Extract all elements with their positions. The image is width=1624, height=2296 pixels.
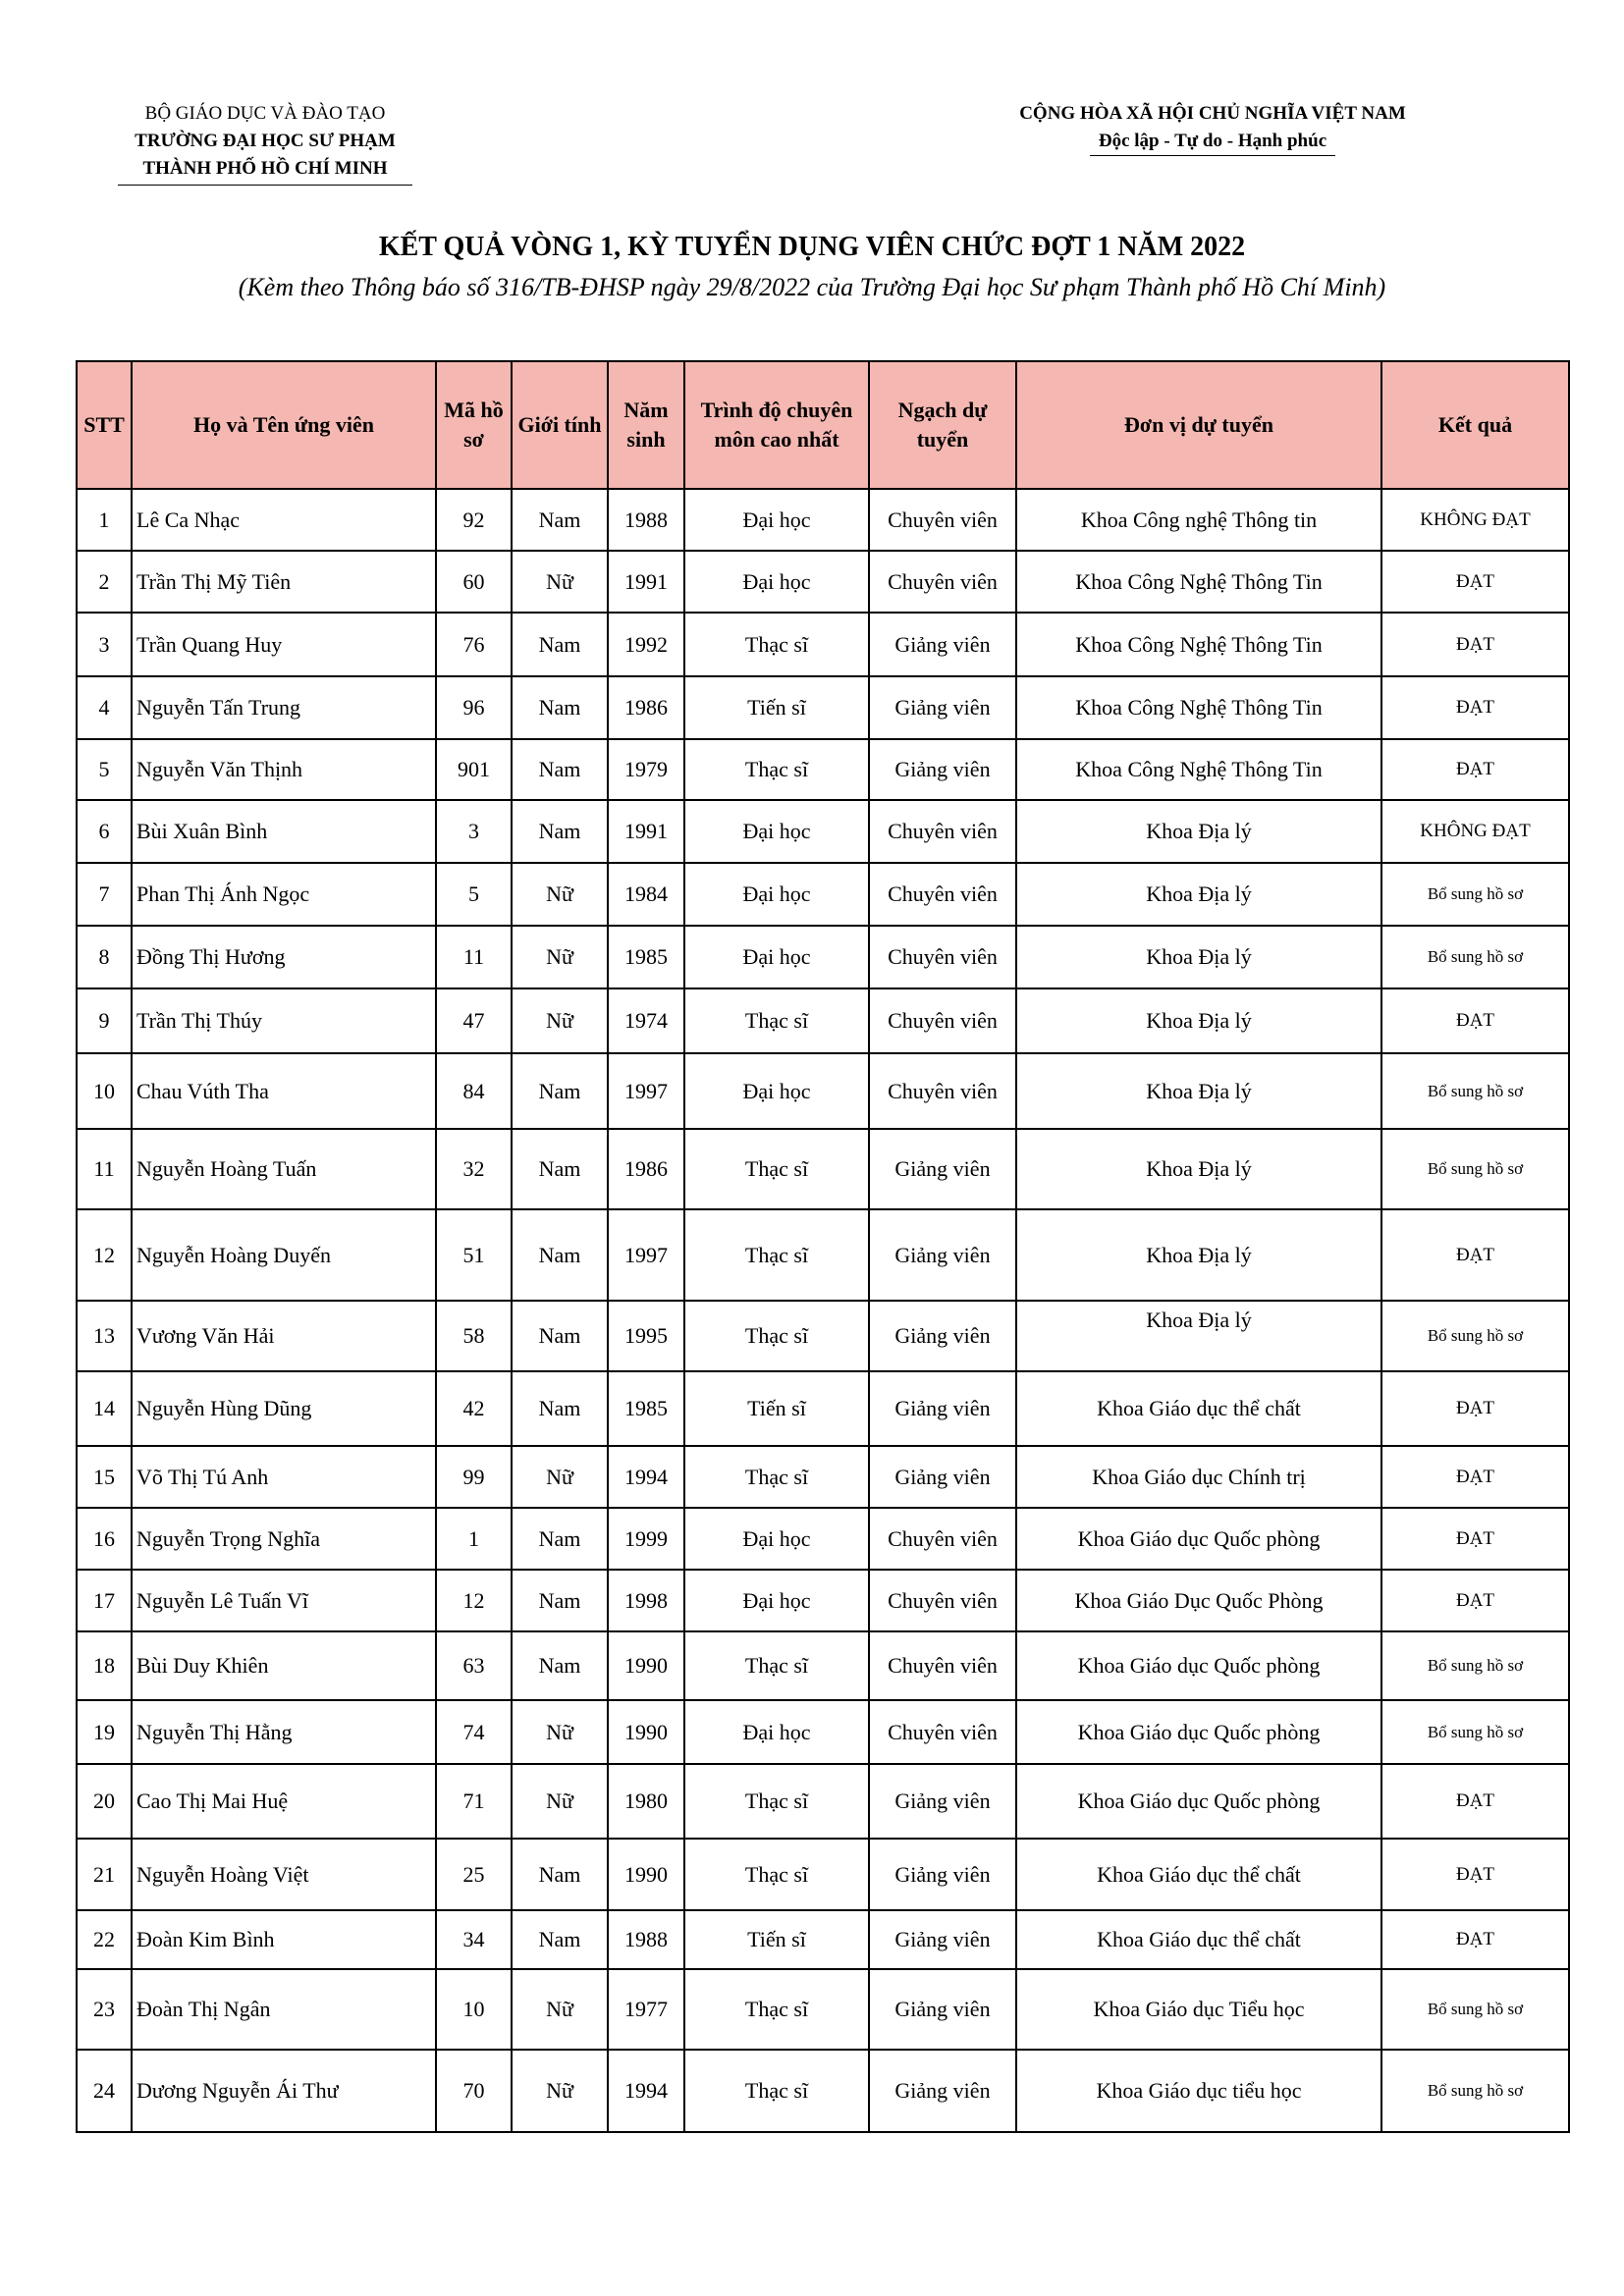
file-code: 12 <box>436 1570 512 1631</box>
gender: Nam <box>512 489 608 551</box>
birth-year: 1994 <box>608 2050 684 2132</box>
rank: Chuyên viên <box>869 1053 1016 1129</box>
table-row <box>77 676 1569 739</box>
table-row <box>77 1910 1569 1969</box>
table-header-row <box>77 361 1569 489</box>
file-code: 51 <box>436 1209 512 1301</box>
table-row <box>77 1446 1569 1508</box>
recruiting-unit: Khoa Công Nghệ Thông Tin <box>1016 676 1381 739</box>
row-stt: 8 <box>77 926 132 988</box>
table-row <box>77 1969 1569 2050</box>
candidate-name: Trần Thị Mỹ Tiên <box>132 551 436 613</box>
rank: Chuyên viên <box>869 988 1016 1053</box>
degree: Thạc sĩ <box>684 1301 869 1371</box>
file-code: 901 <box>436 739 512 800</box>
birth-year: 1980 <box>608 1764 684 1839</box>
file-code: 99 <box>436 1446 512 1508</box>
gender: Nam <box>512 1631 608 1700</box>
rank: Chuyên viên <box>869 551 1016 613</box>
row-stt: 18 <box>77 1631 132 1700</box>
degree: Đại học <box>684 1053 869 1129</box>
rank: Giảng viên <box>869 1969 1016 2050</box>
birth-year: 1986 <box>608 1129 684 1209</box>
file-code: 42 <box>436 1371 512 1446</box>
degree: Thạc sĩ <box>684 988 869 1053</box>
country-name: CỘNG HÒA XÃ HỘI CHỦ NGHĨA VIỆT NAM <box>1019 103 1406 124</box>
recruiting-unit: Khoa Giáo dục Quốc phòng <box>1016 1764 1381 1839</box>
recruiting-unit: Khoa Địa lý <box>1016 1209 1381 1301</box>
gender: Nam <box>512 1839 608 1910</box>
birth-year: 1998 <box>608 1570 684 1631</box>
result-status: Bổ sung hồ sơ <box>1381 1129 1569 1209</box>
result-status: Bổ sung hồ sơ <box>1381 1053 1569 1129</box>
row-stt: 11 <box>77 1129 132 1209</box>
degree: Thạc sĩ <box>684 1839 869 1910</box>
degree: Đại học <box>684 1508 869 1570</box>
rank: Giảng viên <box>869 1301 1016 1371</box>
rank: Giảng viên <box>869 1764 1016 1839</box>
table-row <box>77 1053 1569 1129</box>
degree: Thạc sĩ <box>684 1969 869 2050</box>
candidate-name: Bùi Xuân Bình <box>132 800 436 863</box>
recruiting-unit <box>1016 1301 1381 1371</box>
recruiting-unit: Khoa Công nghệ Thông tin <box>1016 489 1381 551</box>
result-status: ĐẠT <box>1381 613 1569 676</box>
gender: Nam <box>512 1301 608 1371</box>
recruiting-unit: Khoa Công Nghệ Thông Tin <box>1016 613 1381 676</box>
table-row <box>77 926 1569 988</box>
candidate-name: Nguyễn Thị Hằng <box>132 1700 436 1764</box>
degree: Đại học <box>684 1570 869 1631</box>
candidate-name: Nguyễn Tấn Trung <box>132 676 436 739</box>
birth-year: 1977 <box>608 1969 684 2050</box>
table-row <box>77 1301 1569 1371</box>
result-status: Bổ sung hồ sơ <box>1381 1700 1569 1764</box>
rank: Giảng viên <box>869 1129 1016 1209</box>
recruiting-unit: Khoa Địa lý <box>1016 988 1381 1053</box>
row-stt: 17 <box>77 1570 132 1631</box>
rank: Giảng viên <box>869 1371 1016 1446</box>
row-stt: 14 <box>77 1371 132 1446</box>
recruiting-unit: Khoa Giáo dục tiểu học <box>1016 2050 1381 2132</box>
row-stt: 23 <box>77 1969 132 2050</box>
gender: Nữ <box>512 863 608 926</box>
row-stt: 3 <box>77 613 132 676</box>
candidate-name: Nguyễn Trọng Nghĩa <box>132 1508 436 1570</box>
row-stt: 2 <box>77 551 132 613</box>
document-title: KẾT QUẢ VÒNG 1, KỲ TUYỂN DỤNG VIÊN CHỨC ĐỢT 1 NĂM 2022 <box>378 232 1246 262</box>
row-stt: 7 <box>77 863 132 926</box>
degree: Thạc sĩ <box>684 613 869 676</box>
candidate-name: Nguyễn Hoàng Việt <box>132 1839 436 1910</box>
gender: Nam <box>512 739 608 800</box>
birth-year: 1991 <box>608 800 684 863</box>
candidate-name: Vương Văn Hải <box>132 1301 436 1371</box>
result-status: Bổ sung hồ sơ <box>1381 926 1569 988</box>
file-code: 32 <box>436 1129 512 1209</box>
gender: Nữ <box>512 1700 608 1764</box>
col-header-degree: Trình độ chuyên môn cao nhất <box>684 361 869 489</box>
candidate-name: Nguyễn Hoàng Duyến <box>132 1209 436 1301</box>
result-status: ĐẠT <box>1381 1508 1569 1570</box>
recruiting-unit: Khoa Địa lý <box>1016 1053 1381 1129</box>
result-status: ĐẠT <box>1381 551 1569 613</box>
file-code: 47 <box>436 988 512 1053</box>
national-motto: Độc lập - Tự do - Hạnh phúc <box>1098 131 1327 151</box>
recruiting-unit-text: Khoa Địa lý <box>1146 1308 1252 1332</box>
recruiting-unit: Khoa Công Nghệ Thông Tin <box>1016 551 1381 613</box>
candidate-name: Cao Thị Mai Huệ <box>132 1764 436 1839</box>
birth-year: 1988 <box>608 489 684 551</box>
result-status: Bổ sung hồ sơ <box>1381 1969 1569 2050</box>
birth-year: 1990 <box>608 1700 684 1764</box>
file-code: 76 <box>436 613 512 676</box>
table-row <box>77 800 1569 863</box>
header-right <box>957 100 1468 156</box>
file-code: 34 <box>436 1910 512 1969</box>
degree: Thạc sĩ <box>684 739 869 800</box>
col-header-stt: STT <box>77 361 132 489</box>
file-code: 92 <box>436 489 512 551</box>
rank: Chuyên viên <box>869 1508 1016 1570</box>
gender: Nam <box>512 1209 608 1301</box>
result-status: ĐẠT <box>1381 988 1569 1053</box>
table-row <box>77 1839 1569 1910</box>
gender: Nữ <box>512 926 608 988</box>
gender: Nam <box>512 676 608 739</box>
degree: Thạc sĩ <box>684 1446 869 1508</box>
rank: Giảng viên <box>869 739 1016 800</box>
rank: Giảng viên <box>869 1209 1016 1301</box>
degree: Đại học <box>684 551 869 613</box>
birth-year: 1995 <box>608 1301 684 1371</box>
col-header-year: Năm sinh <box>608 361 684 489</box>
gender: Nữ <box>512 1446 608 1508</box>
gender: Nữ <box>512 551 608 613</box>
candidate-name: Phan Thị Ánh Ngọc <box>132 863 436 926</box>
table-row <box>77 863 1569 926</box>
candidate-name: Nguyễn Văn Thịnh <box>132 739 436 800</box>
gender: Nam <box>512 1371 608 1446</box>
gender: Nam <box>512 613 608 676</box>
row-stt: 21 <box>77 1839 132 1910</box>
recruiting-unit: Khoa Địa lý <box>1016 863 1381 926</box>
result-status: ĐẠT <box>1381 676 1569 739</box>
recruiting-unit: Khoa Giáo dục thể chất <box>1016 1910 1381 1969</box>
row-stt: 5 <box>77 739 132 800</box>
table-row <box>77 613 1569 676</box>
file-code: 11 <box>436 926 512 988</box>
candidate-name: Võ Thị Tú Anh <box>132 1446 436 1508</box>
recruiting-unit: Khoa Địa lý <box>1016 926 1381 988</box>
degree: Đại học <box>684 863 869 926</box>
recruiting-unit: Khoa Giáo dục Tiểu học <box>1016 1969 1381 2050</box>
birth-year: 1985 <box>608 1371 684 1446</box>
candidate-name: Trần Thị Thúy <box>132 988 436 1053</box>
rank: Chuyên viên <box>869 863 1016 926</box>
table-row <box>77 489 1569 551</box>
row-stt: 6 <box>77 800 132 863</box>
degree: Đại học <box>684 1700 869 1764</box>
row-stt: 1 <box>77 489 132 551</box>
file-code: 63 <box>436 1631 512 1700</box>
recruiting-unit: Khoa Giáo dục thể chất <box>1016 1371 1381 1446</box>
recruiting-unit: Khoa Địa lý <box>1016 800 1381 863</box>
result-status: KHÔNG ĐẠT <box>1381 489 1569 551</box>
gender: Nam <box>512 1910 608 1969</box>
file-code: 25 <box>436 1839 512 1910</box>
recruiting-unit: Khoa Giáo dục Chính trị <box>1016 1446 1381 1508</box>
row-stt: 12 <box>77 1209 132 1301</box>
candidate-name: Bùi Duy Khiên <box>132 1631 436 1700</box>
candidate-name: Chau Vúth Tha <box>132 1053 436 1129</box>
rank: Giảng viên <box>869 676 1016 739</box>
degree: Thạc sĩ <box>684 1631 869 1700</box>
gender: Nam <box>512 1508 608 1570</box>
gender: Nam <box>512 1570 608 1631</box>
birth-year: 1997 <box>608 1053 684 1129</box>
file-code: 1 <box>436 1508 512 1570</box>
birth-year: 1974 <box>608 988 684 1053</box>
col-header-gender: Giới tính <box>512 361 608 489</box>
candidate-name: Nguyễn Hoàng Tuấn <box>132 1129 436 1209</box>
degree: Đại học <box>684 926 869 988</box>
recruiting-unit: Khoa Giáo dục thể chất <box>1016 1839 1381 1910</box>
table-row <box>77 1700 1569 1764</box>
gender: Nữ <box>512 1764 608 1839</box>
candidate-name: Đoàn Kim Bình <box>132 1910 436 1969</box>
rank: Giảng viên <box>869 2050 1016 2132</box>
result-status: ĐẠT <box>1381 1910 1569 1969</box>
result-status: ĐẠT <box>1381 1570 1569 1631</box>
file-code: 74 <box>436 1700 512 1764</box>
table-row <box>77 739 1569 800</box>
rank: Giảng viên <box>869 1839 1016 1910</box>
file-code: 5 <box>436 863 512 926</box>
file-code: 58 <box>436 1301 512 1371</box>
table-row <box>77 2050 1569 2132</box>
candidate-name: Dương Nguyễn Ái Thư <box>132 2050 436 2132</box>
birth-year: 1991 <box>608 551 684 613</box>
file-code: 70 <box>436 2050 512 2132</box>
row-stt: 19 <box>77 1700 132 1764</box>
result-status: Bổ sung hồ sơ <box>1381 2050 1569 2132</box>
table-row <box>77 988 1569 1053</box>
result-status: KHÔNG ĐẠT <box>1381 800 1569 863</box>
recruiting-unit: Khoa Giáo dục Quốc phòng <box>1016 1700 1381 1764</box>
rank: Giảng viên <box>869 1910 1016 1969</box>
col-header-unit: Đơn vị dự tuyển <box>1016 361 1381 489</box>
birth-year: 1990 <box>608 1839 684 1910</box>
rank: Chuyên viên <box>869 1631 1016 1700</box>
row-stt: 24 <box>77 2050 132 2132</box>
birth-year: 1992 <box>608 613 684 676</box>
row-stt: 15 <box>77 1446 132 1508</box>
university-city: THÀNH PHỐ HỒ CHÍ MINH <box>142 158 388 179</box>
file-code: 10 <box>436 1969 512 2050</box>
degree: Tiến sĩ <box>684 1371 869 1446</box>
birth-year: 1994 <box>608 1446 684 1508</box>
degree: Thạc sĩ <box>684 1764 869 1839</box>
rank: Chuyên viên <box>869 926 1016 988</box>
table-row <box>77 1508 1569 1570</box>
file-code: 3 <box>436 800 512 863</box>
rank: Chuyên viên <box>869 489 1016 551</box>
table-row <box>77 551 1569 613</box>
col-header-code: Mã hồ sơ <box>436 361 512 489</box>
rank: Chuyên viên <box>869 1570 1016 1631</box>
birth-year: 1985 <box>608 926 684 988</box>
candidate-name: Nguyễn Lê Tuấn Vĩ <box>132 1570 436 1631</box>
table-row <box>77 1764 1569 1839</box>
row-stt: 16 <box>77 1508 132 1570</box>
degree: Đại học <box>684 489 869 551</box>
gender: Nam <box>512 800 608 863</box>
result-status: ĐẠT <box>1381 1209 1569 1301</box>
recruiting-unit: Khoa Giáo dục Quốc phòng <box>1016 1631 1381 1700</box>
gender: Nữ <box>512 2050 608 2132</box>
ministry-name: BỘ GIÁO DỤC VÀ ĐÀO TẠO <box>144 103 386 124</box>
table-row <box>77 1129 1569 1209</box>
birth-year: 1999 <box>608 1508 684 1570</box>
row-stt: 22 <box>77 1910 132 1969</box>
birth-year: 1990 <box>608 1631 684 1700</box>
gender: Nam <box>512 1129 608 1209</box>
birth-year: 1997 <box>608 1209 684 1301</box>
file-code: 96 <box>436 676 512 739</box>
result-status: Bổ sung hồ sơ <box>1381 1631 1569 1700</box>
file-code: 60 <box>436 551 512 613</box>
table-body <box>77 489 1569 2132</box>
row-stt: 13 <box>77 1301 132 1371</box>
header-left <box>108 100 422 186</box>
result-status: Bổ sung hồ sơ <box>1381 863 1569 926</box>
degree: Thạc sĩ <box>684 1209 869 1301</box>
rank: Chuyên viên <box>869 800 1016 863</box>
file-code: 84 <box>436 1053 512 1129</box>
file-code: 71 <box>436 1764 512 1839</box>
col-header-result: Kết quả <box>1381 361 1569 489</box>
document-subtitle: (Kèm theo Thông báo số 316/TB-ĐHSP ngày 29/8/2022 của Trường Đại học Sư phạm Thành phố Hồ Chí Minh) <box>238 273 1386 301</box>
gender: Nam <box>512 1053 608 1129</box>
degree: Tiến sĩ <box>684 676 869 739</box>
result-status: ĐẠT <box>1381 739 1569 800</box>
results-table <box>76 360 1570 2133</box>
row-stt: 10 <box>77 1053 132 1129</box>
rank: Giảng viên <box>869 613 1016 676</box>
header-left-underline <box>118 185 412 186</box>
gender: Nữ <box>512 1969 608 2050</box>
result-status: ĐẠT <box>1381 1371 1569 1446</box>
gender: Nữ <box>512 988 608 1053</box>
table-row <box>77 1570 1569 1631</box>
row-stt: 4 <box>77 676 132 739</box>
row-stt: 20 <box>77 1764 132 1839</box>
candidate-name: Trần Quang Huy <box>132 613 436 676</box>
candidate-name: Đồng Thị Hương <box>132 926 436 988</box>
result-status: ĐẠT <box>1381 1446 1569 1508</box>
recruiting-unit: Khoa Địa lý <box>1016 1129 1381 1209</box>
university-name: TRƯỜNG ĐẠI HỌC SƯ PHẠM <box>135 131 396 151</box>
rank: Chuyên viên <box>869 1700 1016 1764</box>
recruiting-unit: Khoa Giáo Dục Quốc Phòng <box>1016 1570 1381 1631</box>
row-stt: 9 <box>77 988 132 1053</box>
col-header-rank: Ngạch dự tuyển <box>869 361 1016 489</box>
col-header-name: Họ và Tên ứng viên <box>132 361 436 489</box>
rank: Giảng viên <box>869 1446 1016 1508</box>
degree: Tiến sĩ <box>684 1910 869 1969</box>
table-row <box>77 1631 1569 1700</box>
recruiting-unit: Khoa Giáo dục Quốc phòng <box>1016 1508 1381 1570</box>
candidate-name: Đoàn Thị Ngân <box>132 1969 436 2050</box>
degree: Thạc sĩ <box>684 2050 869 2132</box>
birth-year: 1986 <box>608 676 684 739</box>
candidate-name: Lê Ca Nhạc <box>132 489 436 551</box>
birth-year: 1979 <box>608 739 684 800</box>
degree: Đại học <box>684 800 869 863</box>
birth-year: 1988 <box>608 1910 684 1969</box>
birth-year: 1984 <box>608 863 684 926</box>
result-status: ĐẠT <box>1381 1764 1569 1839</box>
result-status: Bổ sung hồ sơ <box>1381 1301 1569 1371</box>
candidate-name: Nguyễn Hùng Dũng <box>132 1371 436 1446</box>
degree: Thạc sĩ <box>684 1129 869 1209</box>
header-right-underline <box>1090 155 1335 156</box>
result-status: ĐẠT <box>1381 1839 1569 1910</box>
table-row <box>77 1371 1569 1446</box>
table-row <box>77 1209 1569 1301</box>
recruiting-unit: Khoa Công Nghệ Thông Tin <box>1016 739 1381 800</box>
